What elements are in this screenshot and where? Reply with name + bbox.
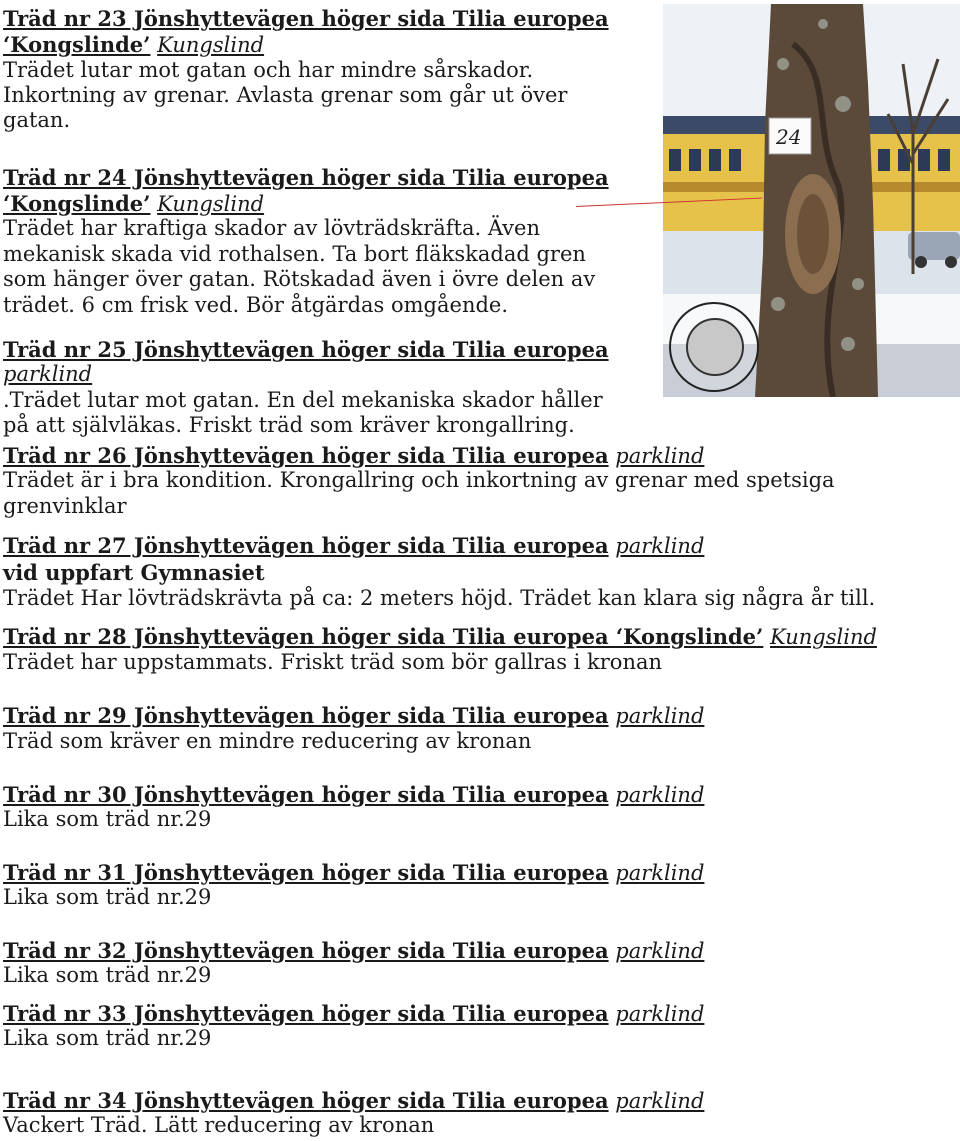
- entry-24-text: mekanisk skada vid rothalsen. Ta bort fläkskadad gren: [3, 242, 586, 266]
- entry-28-heading: Träd nr 28 Jönshyttevägen höger sida Tilia europea ‘Kongslinde’ Kungslind: [3, 624, 877, 649]
- species-name: parklind: [615, 704, 705, 728]
- entry-26-heading: Träd nr 26 Jönshyttevägen höger sida Tilia europea parklind: [3, 443, 705, 468]
- entry-23-text: gatan.: [3, 108, 71, 132]
- entry-34-heading: Träd nr 34 Jönshyttevägen höger sida Tilia europea parklind: [3, 1088, 705, 1113]
- species-name: parklind: [615, 1089, 705, 1113]
- species-name: parklind: [615, 534, 705, 558]
- entry-32-text: Lika som träd nr.29: [3, 963, 212, 987]
- entry-27-heading: Träd nr 27 Jönshyttevägen höger sida Tilia europea parklind: [3, 533, 705, 558]
- species-name: parklind: [615, 1002, 705, 1026]
- entry-30-text: Lika som träd nr.29: [3, 807, 212, 831]
- entry-23-heading-cont: ‘Kongslinde’ Kungslind: [3, 32, 265, 57]
- species-name: Kungslind: [157, 33, 265, 57]
- entry-33-heading: Träd nr 33 Jönshyttevägen höger sida Tilia europea parklind: [3, 1001, 705, 1026]
- entry-32-heading: Träd nr 32 Jönshyttevägen höger sida Tilia europea parklind: [3, 938, 705, 963]
- entry-30-heading: Träd nr 30 Jönshyttevägen höger sida Tilia europea parklind: [3, 782, 705, 807]
- stamp-inner-circle: [686, 318, 744, 376]
- species-name: parklind: [615, 783, 705, 807]
- entry-31-heading: Träd nr 31 Jönshyttevägen höger sida Tilia europea parklind: [3, 860, 705, 885]
- entry-24-text: trädet. 6 cm frisk ved. Bör åtgärdas omgående.: [3, 293, 509, 317]
- species-name: parklind: [615, 939, 705, 963]
- entry-25-text: .Trädet lutar mot gatan. En del mekaniska skador håller: [3, 388, 603, 412]
- entry-31-text: Lika som träd nr.29: [3, 885, 212, 909]
- entry-34-text: Vackert Träd. Lätt reducering av kronan: [3, 1113, 435, 1137]
- entry-33-text: Lika som träd nr.29: [3, 1026, 212, 1050]
- entry-24-text: som hänger över gatan. Rötskadad även i övre delen av: [3, 267, 596, 291]
- entry-27-subheading: vid uppfart Gymnasiet: [3, 560, 265, 585]
- species-name: parklind: [615, 861, 705, 885]
- entry-29-text: Träd som kräver en mindre reducering av kronan: [3, 729, 532, 753]
- species-name: parklind: [3, 362, 93, 386]
- entry-23-text: Trädet lutar mot gatan och har mindre sårskador.: [3, 58, 534, 82]
- species-name: parklind: [615, 444, 705, 468]
- entry-25-heading: Träd nr 25 Jönshyttevägen höger sida Tilia europea: [3, 337, 609, 362]
- entry-27-text: Trädet Har lövträdskrävta på ca: 2 meters höjd. Trädet kan klara sig några år till.: [3, 586, 876, 610]
- entry-25-species-line: [3, 362, 92, 387]
- species-name: Kungslind: [770, 625, 877, 649]
- entry-26-text: grenvinklar: [3, 494, 127, 518]
- entry-24-text: Trädet har kraftiga skador av lövträdskräfta. Även: [3, 216, 540, 240]
- entry-24-heading: Träd nr 24 Jönshyttevägen höger sida Tilia europea: [3, 165, 609, 190]
- species-name: Kungslind: [157, 192, 265, 216]
- entry-25-text: på att självläkas. Friskt träd som kräver krongallring.: [3, 413, 575, 437]
- entry-23-text: Inkortning av grenar. Avlasta grenar som går ut över: [3, 83, 568, 107]
- entry-23-heading: Träd nr 23 Jönshyttevägen höger sida Tilia europea: [3, 6, 609, 31]
- entry-28-text: Trädet har uppstammats. Friskt träd som bör gallras i kronan: [3, 650, 663, 674]
- entry-26-text: Trädet är i bra kondition. Krongallring och inkortning av grenar med spetsiga: [3, 468, 835, 492]
- tree-tag-label: 24: [776, 125, 802, 149]
- entry-24-heading-cont: ‘Kongslinde’ Kungslind: [3, 191, 265, 216]
- entry-29-heading: Träd nr 29 Jönshyttevägen höger sida Tilia europea parklind: [3, 703, 705, 728]
